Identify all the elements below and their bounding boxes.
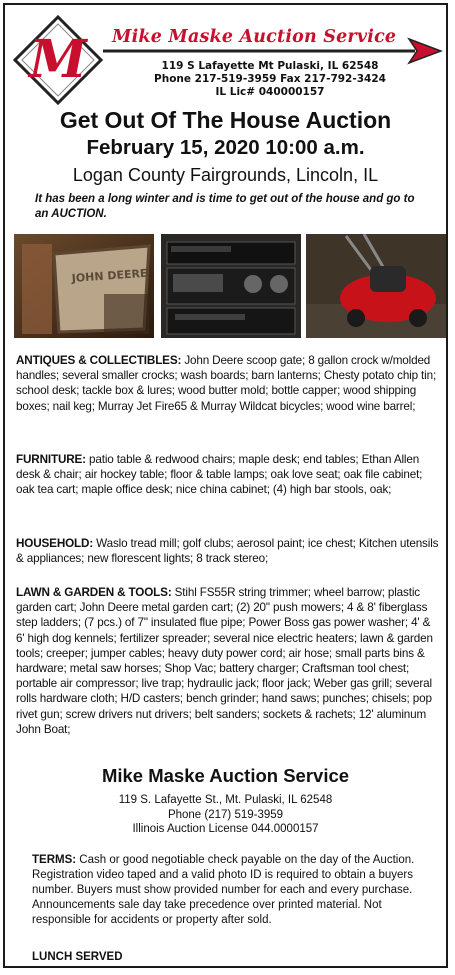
- scoop-gate-photo: [14, 234, 154, 338]
- footer-address: 119 S. Lafayette St., Mt. Pulaski, IL 62548: [118, 794, 333, 806]
- scoop-gate-lettering: JOHN DEERE: [71, 266, 148, 285]
- section-furniture: [16, 452, 439, 498]
- letterhead-contact: [115, 60, 425, 99]
- section-antiques: [16, 353, 439, 414]
- section-heading: LAWN & GARDEN & TOOLS:: [16, 586, 172, 599]
- section-heading: HOUSEHOLD:: [16, 537, 94, 550]
- mm-diamond-logo-icon: [13, 15, 103, 105]
- auction-location: Logan County Fairgrounds, Lincoln, IL: [72, 165, 379, 185]
- section-text: Stihl FS55R string trimmer; wheel barrow; plastic garden cart; John Deere metal garden cart; (2) 20" push mowers; 4 & 8' fiberglass step ladders; (7 pcs.) of 7" insulated flue pipe; Power Boss gas power washer; 4' & 6' high dog kennels; fertilizer spreader; several nice electric heaters; lawn & garden tools; creeper; jumper cables; heavy duty power cord; air hose; small parts bins & hardware; metal saw horses; Shop Vac; battery charger; Craftsman tool chest; portable air compressor; live trap; hydraulic jack; floor jack; Weber gas grill; several rolls hardware cloth; H/D casters; bench grinder; hand saws; punches; chisels; pop rivet gun; screw drivers nut drivers; belt sanders; sockets & rachets; 12' aluminum John Boat;: [16, 586, 433, 736]
- terms-heading: TERMS:: [32, 854, 77, 866]
- lunch-notice: LUNCH SERVED: [32, 951, 123, 963]
- logo-letter: M: [29, 29, 87, 90]
- section-text: patio table & redwood chairs; maple desk; end tables; Ethan Allen desk & chair; air hockey table; floor & table lamps; oak love seat; oak file cabinet; oak tea cart; maple office desk; nice china cabinet; (4) high bar stools, oak;: [16, 453, 423, 497]
- section-heading: FURNITURE:: [16, 453, 86, 466]
- auction-flyer: [3, 3, 448, 968]
- letterhead: [5, 5, 446, 105]
- footer-company: Mike Maske Auction Service: [101, 765, 350, 786]
- company-name: Mike Maske Auction Service: [112, 27, 397, 47]
- section-household: [16, 536, 439, 566]
- section-lawn-garden-tools: [16, 585, 439, 737]
- section-text: Waslo tread mill; golf clubs; aerosol paint; ice chest; Kitchen utensils & appliances; new florescent lights; 8 track stereo;: [16, 537, 439, 566]
- letterhead-address: 119 S Lafayette Mt Pulaski, IL 62548: [161, 60, 379, 72]
- footer-license: Illinois Auction License 044.0000157: [132, 823, 319, 835]
- letterhead-phone-fax: Phone 217-519-3959 Fax 217-792-3424: [154, 73, 386, 85]
- stereo-photo: [161, 234, 301, 338]
- section-heading: ANTIQUES & COLLECTIBLES:: [16, 354, 182, 367]
- footer-phone: Phone (217) 519-3959: [167, 808, 284, 821]
- push-mower-photo: [306, 234, 446, 338]
- intro-text: It has been a long winter and is time to get out of the house and go to an AUCTION.: [35, 193, 415, 220]
- auction-date: February 15, 2020 10:00 a.m.: [86, 136, 365, 159]
- terms: [32, 853, 432, 928]
- terms-text: Cash or good negotiable check payable on the day of the Auction. Registration video taped and a valid photo ID is required to obtain a buyers number. Buyers must show provided number for each and every purchase. Announcements sale day take precedence over printed material. Not responsible for accidents or property after sold.: [32, 854, 415, 926]
- footer-contact: [5, 793, 446, 837]
- section-text: John Deere scoop gate; 8 gallon crock w/molded handles; several smaller crocks; wash boards; barn lanterns; Chesty potato chip tin; school desk; tackle box & lures; wood butter mold; bottle capper; wood shipping boxes; nail keg; Murray Jet Fire65 & Murray Wildcat bicycles; wood wine barrel;: [16, 354, 437, 413]
- letterhead-license: IL Lic# 040000157: [215, 86, 325, 98]
- auction-title: Get Out Of The House Auction: [59, 107, 392, 133]
